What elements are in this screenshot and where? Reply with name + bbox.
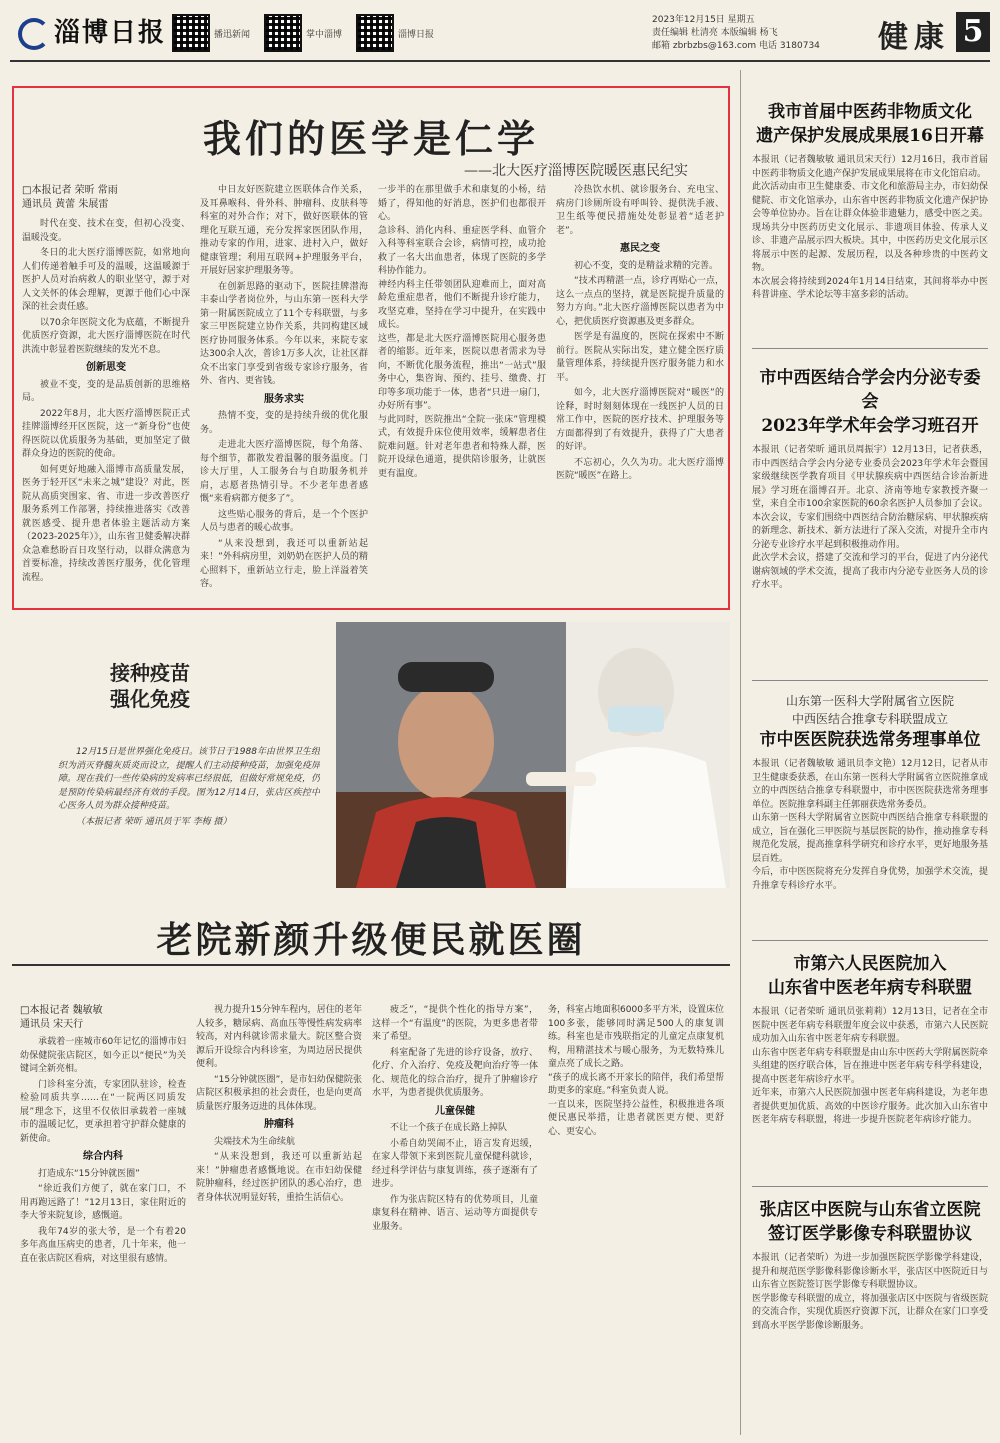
feature-title: 我们的医学是仁学	[202, 116, 539, 161]
paragraph: 医学是有温度的，医院在探索中不断前行。医院从实际出发，建立健全医疗质量管理体系，持续提升医疗服务能力和水平。	[556, 332, 724, 383]
title-line: 张店区中医院与山东省立医院	[759, 1200, 981, 1220]
feature-column-3: 一步半的在那里做手术和康复的小杨，结婚了，得知他的好消息，医护们也都很开心。 急诊科、消化内科、重症医学科、血管介入科等科室联合会诊，病情可控，成功抢救了一名大出血患者，体现了医院的多学科协作能力。 神经内科主任带领团队迎难而上，面对高龄危重症患者，他们不断提升诊疗能力，攻坚克难，坚持在学习中提升，在实践中成长。 这些，都是北大医疗淄博医院用心服务患者的缩影。近年来，医院以患者需求为导向，不断优化服务流程，推出“一站式”服务中心，集咨询、预约、挂号、缴费、打印等多项功能于一体，患者“只进一扇门，办好所有事”。 与此同时，医院推出“全院一张床”管理模式，有效提升床位使用效率，缓解患者住院难问题。针对老年患者和特殊人群，医院开设绿色通道，提供陪诊服务，让就医更有温度。	[378, 185, 546, 479]
feature-subtitle: ——北大医疗淄博医院暖医惠民纪实	[464, 163, 688, 179]
right-article-1	[752, 100, 988, 339]
date-line: 2023年12月15日 星期五	[652, 15, 755, 25]
newspaper-logo	[18, 12, 168, 48]
section-name: 健康	[878, 20, 950, 55]
qr-code-icon	[264, 14, 302, 52]
qr-code-icon	[172, 14, 210, 52]
column-divider	[740, 70, 741, 1435]
vaccination-photo	[336, 622, 730, 888]
title-line: 我市首届中医药非物质文化	[768, 102, 972, 122]
right-article-body: 本报讯（记者魏敏敏 通讯员宋天行）12月16日，我市首届中医药非物质文化遗产保护发展成果展将在市文化馆启动。 此次活动由市卫生健康委、市文化和旅游局主办，市妇幼保健院、市文化馆承办，山东省中医药非物质文化遗产保护协会等单位协办。旨在让群众体验非遗魅力，感受中医之美。现场共分中医药历史文化展示、非遗项目体验、传承人义诊、非遗产品展示四大板块。其中，中医药历史文化展示区将展示中医的起源、发展历程，以及各种珍贵的中医药文物。 本次展会将持续到2024年1月14日结束，其间将举办中医科普讲座、学术论坛等丰富多彩的活动。	[752, 155, 988, 300]
qr-link-2[interactable]	[264, 14, 342, 52]
bottom-byline: □本报记者 魏敏敏 通讯员 宋天行	[20, 1005, 103, 1030]
right-article-body: 本报讯（记者魏敏敏 通讯员李文艳）12月12日，记者从市卫生健康委获悉，在山东第一医科大学附属省立医院推拿成立的中西医结合推拿专科联盟中，市中医医院获选常务理事单位。医院推拿科副主任郭丽获选常务委员。 山东第一医科大学附属省立医院中西医结合推拿专科联盟的成立，旨在强化三甲医院与基层医院的协作，推动推拿专科规范化发展，提高推拿科学研究和诊疗水平，更好地服务基层百姓。 今后，市中医医院将充分发挥自身优势，加强学术交流，提升推拿专科诊疗水平。	[752, 759, 988, 891]
vaccine-title-line: 强化免疫	[110, 687, 190, 711]
qr-link-1[interactable]	[172, 14, 250, 52]
right-article-body: 本报讯（记者荣昕 通讯员周振宇）12月13日，记者获悉，市中西医结合学会内分泌专业委员会2023年学术年会暨国家级继续医学教育项目《甲状腺疾病中西医结合诊治新进展》学习班在淄博召开。北京、济南等地专家教授齐聚一堂，来自全市100余家医院的60余名医护人员参加了会议。 本次会议，专家们围绕中西医结合防治糖尿病、甲状腺疾病的新理念、新技术、新方法进行了深入交流，对提升全市内分泌专业诊疗水平起到积极推动作用。 此次学术会议，搭建了交流和学习的平台，促进了内分泌代谢病领域的学术交流，提高了我市内分泌专业医务人员的诊疗水平。	[752, 445, 988, 590]
title-line: 2023年学术年会学习班召开	[761, 416, 979, 436]
vaccine-caption	[58, 746, 320, 896]
paragraph: 被业不变，变的是品质创新的思维格局。	[22, 379, 190, 403]
divider	[752, 1186, 988, 1187]
qr-code-icon	[356, 14, 394, 52]
feature-column-1	[22, 218, 190, 603]
title-line: 遗产保护发展成果展16日开幕	[756, 126, 984, 146]
section-subheading: 肿瘤科	[264, 1119, 294, 1130]
section-subheading: 综合内科	[83, 1151, 123, 1162]
paragraph: “技术再精湛一点，诊疗再贴心一点，这么一点点的坚持，就是医院提升质量的努力方向。”北大医疗淄博医院以患者为中心，把优质医疗资源惠及更多群众。	[556, 276, 724, 327]
header-rule	[10, 60, 990, 62]
paragraph: 冬日的北大医疗淄博医院，如常地向人们传递着触手可及的温暖，这温暖源于医护人员对治病救人的职业坚守，源于对人文关怀的体会理解，更源于他们心中深深的社会责任感。	[22, 248, 190, 312]
paragraph: “从来没想到，我还可以重新站起来！”肿瘤患者感慨地说。在市妇幼保健院肿瘤科，经过医护团队的悉心治疗，患者身体状况明显好转，重拾生活信心。	[196, 1152, 362, 1203]
vaccine-title-line: 接种疫苗	[110, 661, 190, 685]
feature-column-4	[556, 184, 724, 603]
right-article-title	[752, 728, 988, 752]
paragraph: 初心不变，变的是精益求精的完善。	[574, 260, 719, 271]
qr-label: 淄博日报	[398, 29, 435, 40]
paragraph: 小希自幼哭闹不止，语言发育迟缓，在家人带领下来到医院儿童保健科就诊，经过科学评估与康复训练，孩子逐渐有了进步。	[372, 1138, 538, 1189]
newspaper-name: 淄博日报	[54, 18, 167, 48]
paragraph: 不让一个孩子在成长路上掉队	[390, 1123, 508, 1133]
paragraph: 尖端技术为生命续航	[214, 1136, 296, 1147]
title-line: 市中医医院获选常务理事单位	[759, 730, 981, 750]
right-article-title	[752, 1198, 988, 1246]
title-line: 市第六人民医院加入	[793, 954, 947, 974]
paragraph: 不忘初心，久久为功。北大医疗淄博医院“暖医”在路上。	[556, 457, 724, 481]
feature-column-2	[200, 184, 368, 603]
qr-label: 播迅新闻	[214, 29, 251, 40]
header-info	[652, 14, 852, 53]
qr-link-3[interactable]	[356, 14, 434, 52]
section-subheading: 惠民之变	[620, 243, 660, 254]
right-article-5	[752, 1198, 988, 1422]
vaccine-title	[40, 660, 260, 712]
section-subheading: 服务求实	[264, 393, 304, 405]
paragraph: 打造成东“15分钟就医圈”	[38, 1168, 140, 1179]
paragraph: “徐近我们方便了，就在家门口，不用再跑远路了！”12月13日，家住附近的李大爷来院复诊，感慨道。	[20, 1184, 186, 1221]
paragraph: 冷热饮水机、就诊服务台、充电宝、病房门诊厕所设有呼叫铃、提供洗手液、卫生纸等便民措施处处彰显着“适老护老”。	[556, 185, 724, 236]
paragraph: 科室配备了先进的诊疗设备，放疗、化疗、介入治疗、免疫及靶向治疗等一体化、规范化的综合治疗，提升了肿瘤诊疗水平，为患者提供优质服务。	[372, 1047, 538, 1098]
photo-illustration	[336, 622, 730, 888]
paragraph: “从来没想到，我还可以重新站起来！”外科病房里，刘奶奶在医护人员的精心照料下，重新站立行走，脸上洋溢着笑容。	[200, 538, 368, 589]
paragraph: 这些贴心服务的背后，是一个个医护人员与患者的暖心故事。	[200, 509, 368, 533]
title-line: 市中西医结合学会内分泌专委会	[759, 368, 981, 412]
caption-text: 12月15日是世界强化免疫日。该节日于1988年由世界卫生组织为消灭脊髓灰质炎而设立，提醒人们主动接种疫苗，加强免疫屏障。现在我们一些传染病的发病率已经很低，但做好常规免疫，仍是预防传染病最经济有效的手段。图为12月14日，张店区疾控中心医务人员为群众接种疫苗。	[58, 747, 320, 811]
paragraph: 视力提升15分钟车程内，居住的老年人较多，糖尿病、高血压等慢性病发病率较高，对内科就诊需求量大。院区整合资源后开设综合内科诊室，为周边居民提供便利。	[196, 1005, 362, 1069]
section-subheading: 儿童保健	[435, 1105, 475, 1117]
paragraph: 疲乏”，“提供个性化的指导方案”，这样一个“有温度”的医院，为更多患者带来了希望。	[372, 1005, 538, 1042]
title-line: 签订医学影像专科联盟协议	[768, 1224, 972, 1244]
paragraph: 中日友好医院建立医联体合作关系，及耳鼻喉科、骨外科、肿瘤科、皮肤科等科室的对外合作；对下，做好医联体的管理化互联互通，充分发挥家医团队作用，推动专家的作用，进家、进村入户，做好健康管理；利用互联网+护理服务平台，开展好居家护理服务等。	[200, 185, 368, 276]
right-article-4	[752, 952, 988, 1184]
paragraph: 承载着一座城市60年记忆的淄博市妇幼保健院张店院区，如今正以“便民”为关键词全新亮相。	[20, 1037, 186, 1074]
paragraph: 时代在变、技术在变，但初心没变、温暖没变。	[22, 219, 190, 243]
right-article-body: 本报讯（记者荣昕）为进一步加强医院医学影像学科建设，提升和规范医学影像科影像诊断水平，张店区中医院近日与山东省立医院签订医学影像专科联盟协议。 医学影像专科联盟的成立，将加强张店区中医院与省级医院的交流合作，实现优质医疗资源下沉，让群众在家门口享受到高水平医学影像诊断服务。	[752, 1253, 988, 1331]
paragraph: 作为张店院区特有的优势项目，儿童康复科在精神、语言、运动等方面提供专业服务。	[372, 1194, 538, 1232]
editors-line: 责任编辑 杜清亮 本版编辑 杨飞	[652, 28, 778, 38]
qr-links	[172, 14, 434, 52]
title-line: 山东省中医老年病专科联盟	[768, 978, 972, 998]
paragraph: 门诊科室分流，专家团队驻诊，检查检验同质共享……在“一院两区同质发展”理念下，这里不仅依旧承载着一座城市的温暖记忆，更承担着守护群众健康的新使命。	[20, 1079, 186, 1144]
paragraph: 如何更好地融入淄博市高质量发展，医务于轻开区“未来之城”建设？对此，医院从高质突围家、省、市进一步改善医疗服务系列工作部署，持续推进落实《改善就医感受、提升患者体验主题活动方案（2023-2025年）》，山东省卫健委解决群众急难愁盼百日攻坚行动，以群众满意为首要标准，持续改善医疗服务，优化管理流程。	[22, 464, 190, 583]
logo-swirl-icon	[18, 18, 50, 50]
right-article-pretitle: 山东第一医科大学附属省立医院 中西医结合推拿专科联盟成立	[785, 694, 954, 726]
paragraph: 走进北大医疗淄博医院，每个角落、每个细节，都散发着温馨的服务温度。门诊大厅里，人工服务台与自助服务机并肩，志愿者热情引导。不少老年患者感慨“来看病都方便多了”。	[200, 440, 368, 504]
bottom-column-2	[196, 1004, 362, 1431]
paragraph: 在创新思路的驱动下，医院挂牌潜海丰泰山学者岗位外，与山东第一医科大学第一附属医院成立了11个专科联盟，与多家三甲医院建立协作关系，共同构建区域医疗协同服务体系。今年以来，来院专家达300余人次，普诊1万多人次，让社区群众不出家门享受到省级专家诊疗服务，省外、省内、更省钱。	[200, 281, 368, 386]
divider	[752, 348, 988, 349]
contact-line: 邮箱 zbrbzbs@163.com 电话 3180734	[652, 41, 820, 51]
caption-credit: （本报记者 荣昕 通讯员于军 李梅 摄）	[76, 816, 232, 827]
right-article-body: 本报讯（记者荣昕 通讯员张莉莉）12月13日，记者在全市医院中医老年病专科联盟年度会议中获悉，市第六人民医院成功加入山东省中医老年病专科联盟。 山东省中医老年病专科联盟是由山东中医药大学附属医院牵头组建的医疗联合体，旨在推进中医老年病专科学科建设，提高中医老年病诊疗水平。 近年来，市第六人民医院加强中医老年病科建设，为老年患者提供更加优质、高效的中医诊疗服务。此次加入山东省中医老年病专科联盟，将进一步提升医院老年病诊疗能力。	[752, 1007, 988, 1125]
bottom-column-1	[20, 1036, 186, 1431]
divider	[752, 680, 988, 681]
right-article-title	[752, 366, 988, 438]
paragraph: 如今，北大医疗淄博医院对“暖医”的诠释，时时刻刻体现在一线医护人员的日常工作中，医院的医疗技术、护理服务等方面都得到了有效提升，获得了广大患者的好评。	[556, 388, 724, 452]
feature-byline: □本报记者 荣昕 常雨 通讯员 黄蕾 朱展雷	[22, 185, 118, 210]
right-article-title	[752, 100, 988, 148]
paragraph: 以70余年医院文化为底蕴，不断提升优质医疗资源，北大医疗淄博医院在时代洪流中彰显着医院继续的发光不息。	[22, 317, 190, 355]
qr-label: 掌中淄博	[306, 29, 343, 40]
right-article-3	[752, 692, 988, 943]
section-subheading: 创新思变	[86, 362, 126, 373]
right-article-2	[752, 366, 988, 694]
paragraph: 我年74岁的张大爷，是一个有着20多年高血压病史的患者，几十年来，他一直在张店院区看病，对这里很有感情。	[20, 1226, 186, 1264]
paragraph: 热情不变，变的是持续升级的优化服务。	[200, 411, 368, 435]
page-number: 5	[956, 12, 990, 52]
bottom-column-4: 务，科室占地面积6000多平方米，设置床位100多张，能够同时满足500人的康复训练。科室也是市残联指定的儿童定点康复机构，用精湛技术与暖心服务，为无数特殊儿童点亮了成长之路。 “孩子的成长离不开家长的陪伴，我们希望帮助更多的家庭。”科室负责人说。 一直以来，医院坚持公益性，积极推进各项便民惠民举措，让患者就医更方便、更舒心、更安心。	[548, 1005, 724, 1137]
bottom-column-3	[372, 1004, 538, 1431]
paragraph: “15分钟就医圈”，是市妇幼保健院张店院区积极承担的社会责任，也是向更高质量医疗服务迈进的具体体现。	[196, 1074, 362, 1112]
feature-article	[12, 86, 730, 610]
divider	[752, 940, 988, 941]
right-article-title	[752, 952, 988, 1000]
bottom-article-title: 老院新颜升级便民就医圈	[156, 919, 586, 961]
bottom-title-rule	[12, 964, 730, 966]
paragraph: 2022年8月，北大医疗淄博医院正式挂牌淄博经开区医院，这一“新身份”也使得医院以优质服务为基础，更加坚定了做群众身边的医院的使命。	[22, 408, 190, 459]
